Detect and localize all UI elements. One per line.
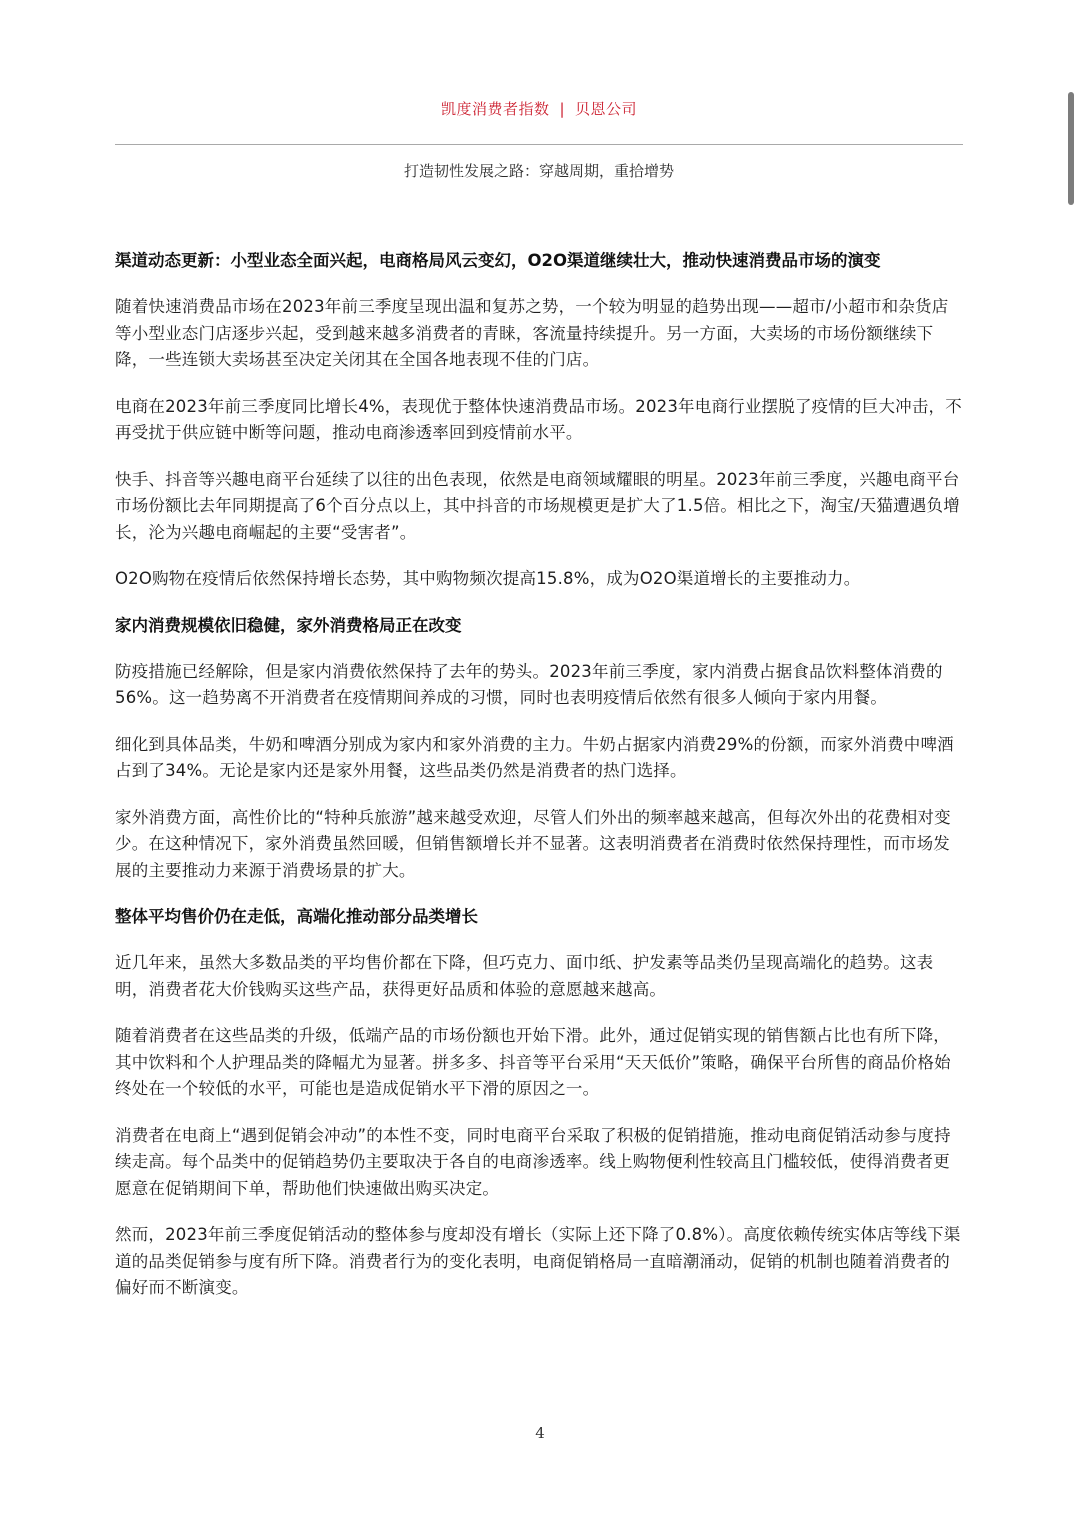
page-number: 4 [535,1424,545,1442]
report-subtitle: 打造韧性发展之路：穿越周期，重拾增势 [403,162,674,180]
section-heading-channels: 渠道动态更新：小型业态全面兴起，电商格局风云变幻，O2O渠道继续壮大，推动快速消费品市场的演变 [115,251,881,270]
paragraph: 快手、抖音等兴趣电商平台延续了以往的出色表现，依然是电商领域耀眼的明星。2023年前三季度，兴趣电商平台市场份额比去年同期提高了6个百分点以上，其中抖音的市场规模更是扩大了1.5倍。相比之下，淘宝/天猫遭遇负增长，沦为兴趣电商崛起的主要“受害者”。 [115,469,960,542]
paragraph: O2O购物在疫情后依然保持增长态势，其中购物频次提高15.8%，成为O2O渠道增长的主要推动力。 [115,569,861,588]
header-divider [115,144,963,145]
header-separator: | [559,100,566,118]
scrollbar-thumb[interactable] [1068,92,1074,205]
report-body [115,248,965,1322]
section-heading-consumption: 家内消费规模依旧稳健，家外消费格局正在改变 [115,615,462,635]
paragraph: 细化到具体品类，牛奶和啤酒分别成为家内和家外消费的主力。牛奶占据家内消费29%的份额，而家外消费中啤酒占到了34%。无论是家内还是家外用餐，这些品类仍然是消费者的热门选择。 [115,734,954,780]
report-header [115,98,963,119]
paragraph: 随着快速消费品市场在2023年前三季度呈现出温和复苏之势，一个较为明显的趋势出现——超市/小超市和杂货店等小型业态门店逐步兴起，受到越来越多消费者的青睐，客流量持续提升。另一方面，大卖场的市场份额继续下降，一些连锁大卖场甚至决定关闭其在全国各地表现不佳的门店。 [115,297,949,369]
paragraph: 电商在2023年前三季度同比增长4%，表现优于整体快速消费品市场。2023年电商行业摆脱了疫情的巨大冲击，不再受扰于供应链中断等问题，推动电商渗透率回到疫情前水平。 [115,396,962,442]
paragraph: 然而，2023年前三季度促销活动的整体参与度却没有增长（实际上还下降了0.8%）。高度依赖传统实体店等线下渠道的品类促销参与度有所下降。消费者行为的变化表明，电商促销格局一直暗潮涌动，促销的机制也随着消费者的偏好而不断演变。 [115,1225,961,1297]
header-partner: 贝恩公司 [575,100,638,118]
header-publisher: 凯度消费者指数 [440,100,550,118]
paragraph: 随着消费者在这些品类的升级，低端产品的市场份额也开始下滑。此外，通过促销实现的销售额占比也有所下降，其中饮料和个人护理品类的降幅尤为显著。拼多多、抖音等平台采用“天天低价”策略，确保平台所售的商品价格始终处在一个较低的水平，可能也是造成促销水平下滑的原因之一。 [115,1026,951,1098]
paragraph: 近几年来，虽然大多数品类的平均售价都在下降，但巧克力、面巾纸、护发素等品类仍呈现高端化的趋势。这表明，消费者花大价钱购买这些产品，获得更好品质和体验的意愿越来越高。 [115,953,934,999]
paragraph: 消费者在电商上“遇到促销会冲动”的本性不变，同时电商平台采取了积极的促销措施，推动电商促销活动参与度持续走高。每个品类中的促销趋势仍主要取决于各自的电商渗透率。线上购物便利性较高且门槛较低，使得消费者更愿意在促销期间下单，帮助他们快速做出购买决定。 [115,1125,951,1198]
paragraph: 防疫措施已经解除，但是家内消费依然保持了去年的势头。2023年前三季度，家内消费占据食品饮料整体消费的56%。这一趋势离不开消费者在疫情期间养成的习惯，同时也表明疫情后依然有很多人倾向于家内用餐。 [115,661,943,707]
paragraph: 家外消费方面，高性价比的“特种兵旅游”越来越受欢迎，尽管人们外出的频率越来越高，但每次外出的花费相对变少。在这种情况下，家外消费虽然回暖，但销售额增长并不显著。这表明消费者在消费时依然保持理性，而市场发展的主要推动力来源于消费场景的扩大。 [115,807,951,880]
section-heading-pricing: 整体平均售价仍在走低，高端化推动部分品类增长 [115,907,478,926]
